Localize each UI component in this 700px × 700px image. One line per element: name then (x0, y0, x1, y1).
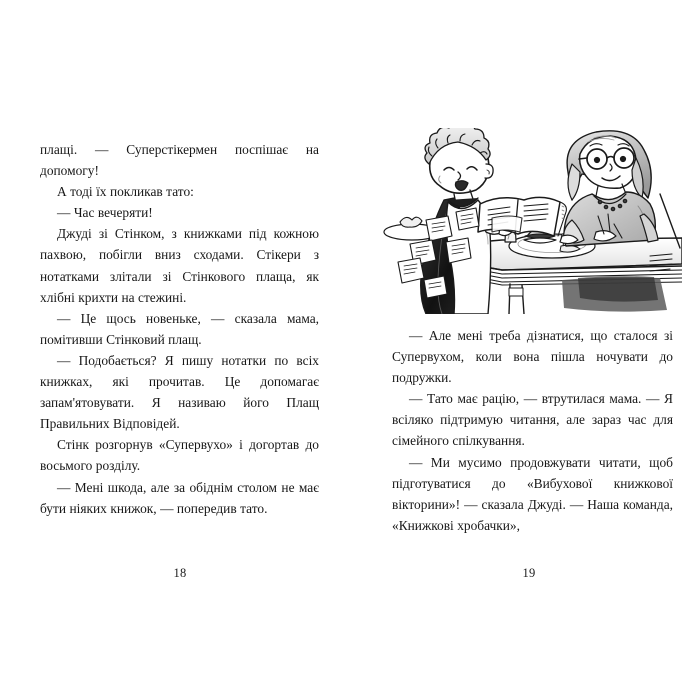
paragraph: — Подобається? Я пишу нотатки по всіх книжках, які прочитав. Це допомагає запам'ятовувати. Я називаю його Плащ Правильних Відповідей. (40, 352, 319, 432)
paragraph: — Тато має рацію, — втрутилася мама. — Я всіляко підтримую читання, але зараз час для сімейного спілкування. (392, 391, 673, 449)
paragraph: — Мені шкода, але за обіднім столом не має бути ніяких книжок, — попередив тато. (40, 479, 319, 516)
paragraph: — Але мені треба дізнатися, що сталося зі Супервухом, коли вона пішла ночувати до подружки. (392, 328, 673, 386)
paragraph: А тоді їх покликав тато: (57, 184, 194, 200)
paragraph: Стінк розгорнув «Супервухо» і догортав до восьмого розділу. (40, 437, 319, 474)
page-number-left: 18 (173, 566, 187, 580)
sticky-note (398, 258, 424, 283)
sticky-note (456, 208, 479, 230)
sticky-note (424, 276, 447, 298)
paragraph: — Ми мусимо продовжувати читати, щоб підготуватися до «Вибухової книжкової вікторини»! — сказала Джуді. — Наша команда, «Книжкові хробачки», (392, 454, 673, 533)
sticky-note (426, 216, 452, 241)
sticky-note (446, 238, 471, 263)
left-page-text-column (40, 139, 319, 519)
paragraph: — Це щось новеньке, — сказала мама, помітивши Стінковий плащ. (40, 310, 319, 347)
paragraph: плащі. — Суперстікермен поспішає на допомогу! (40, 142, 319, 179)
girl-character (560, 131, 658, 246)
paragraph: Джуді зі Стінком, з книжками під кожною пахвою, побігли вниз сходами. Стікери з нотатками злітали зі Стінкового плаща, як хлібні крихти на стежині. (40, 226, 319, 305)
dinner-table-scene-illustration (382, 128, 682, 314)
page-number-right: 19 (522, 566, 536, 580)
open-book (478, 197, 566, 236)
illustration-svg (382, 128, 682, 314)
right-page-text-column (392, 325, 673, 536)
paragraph: — Час вечеряти! (57, 205, 153, 221)
